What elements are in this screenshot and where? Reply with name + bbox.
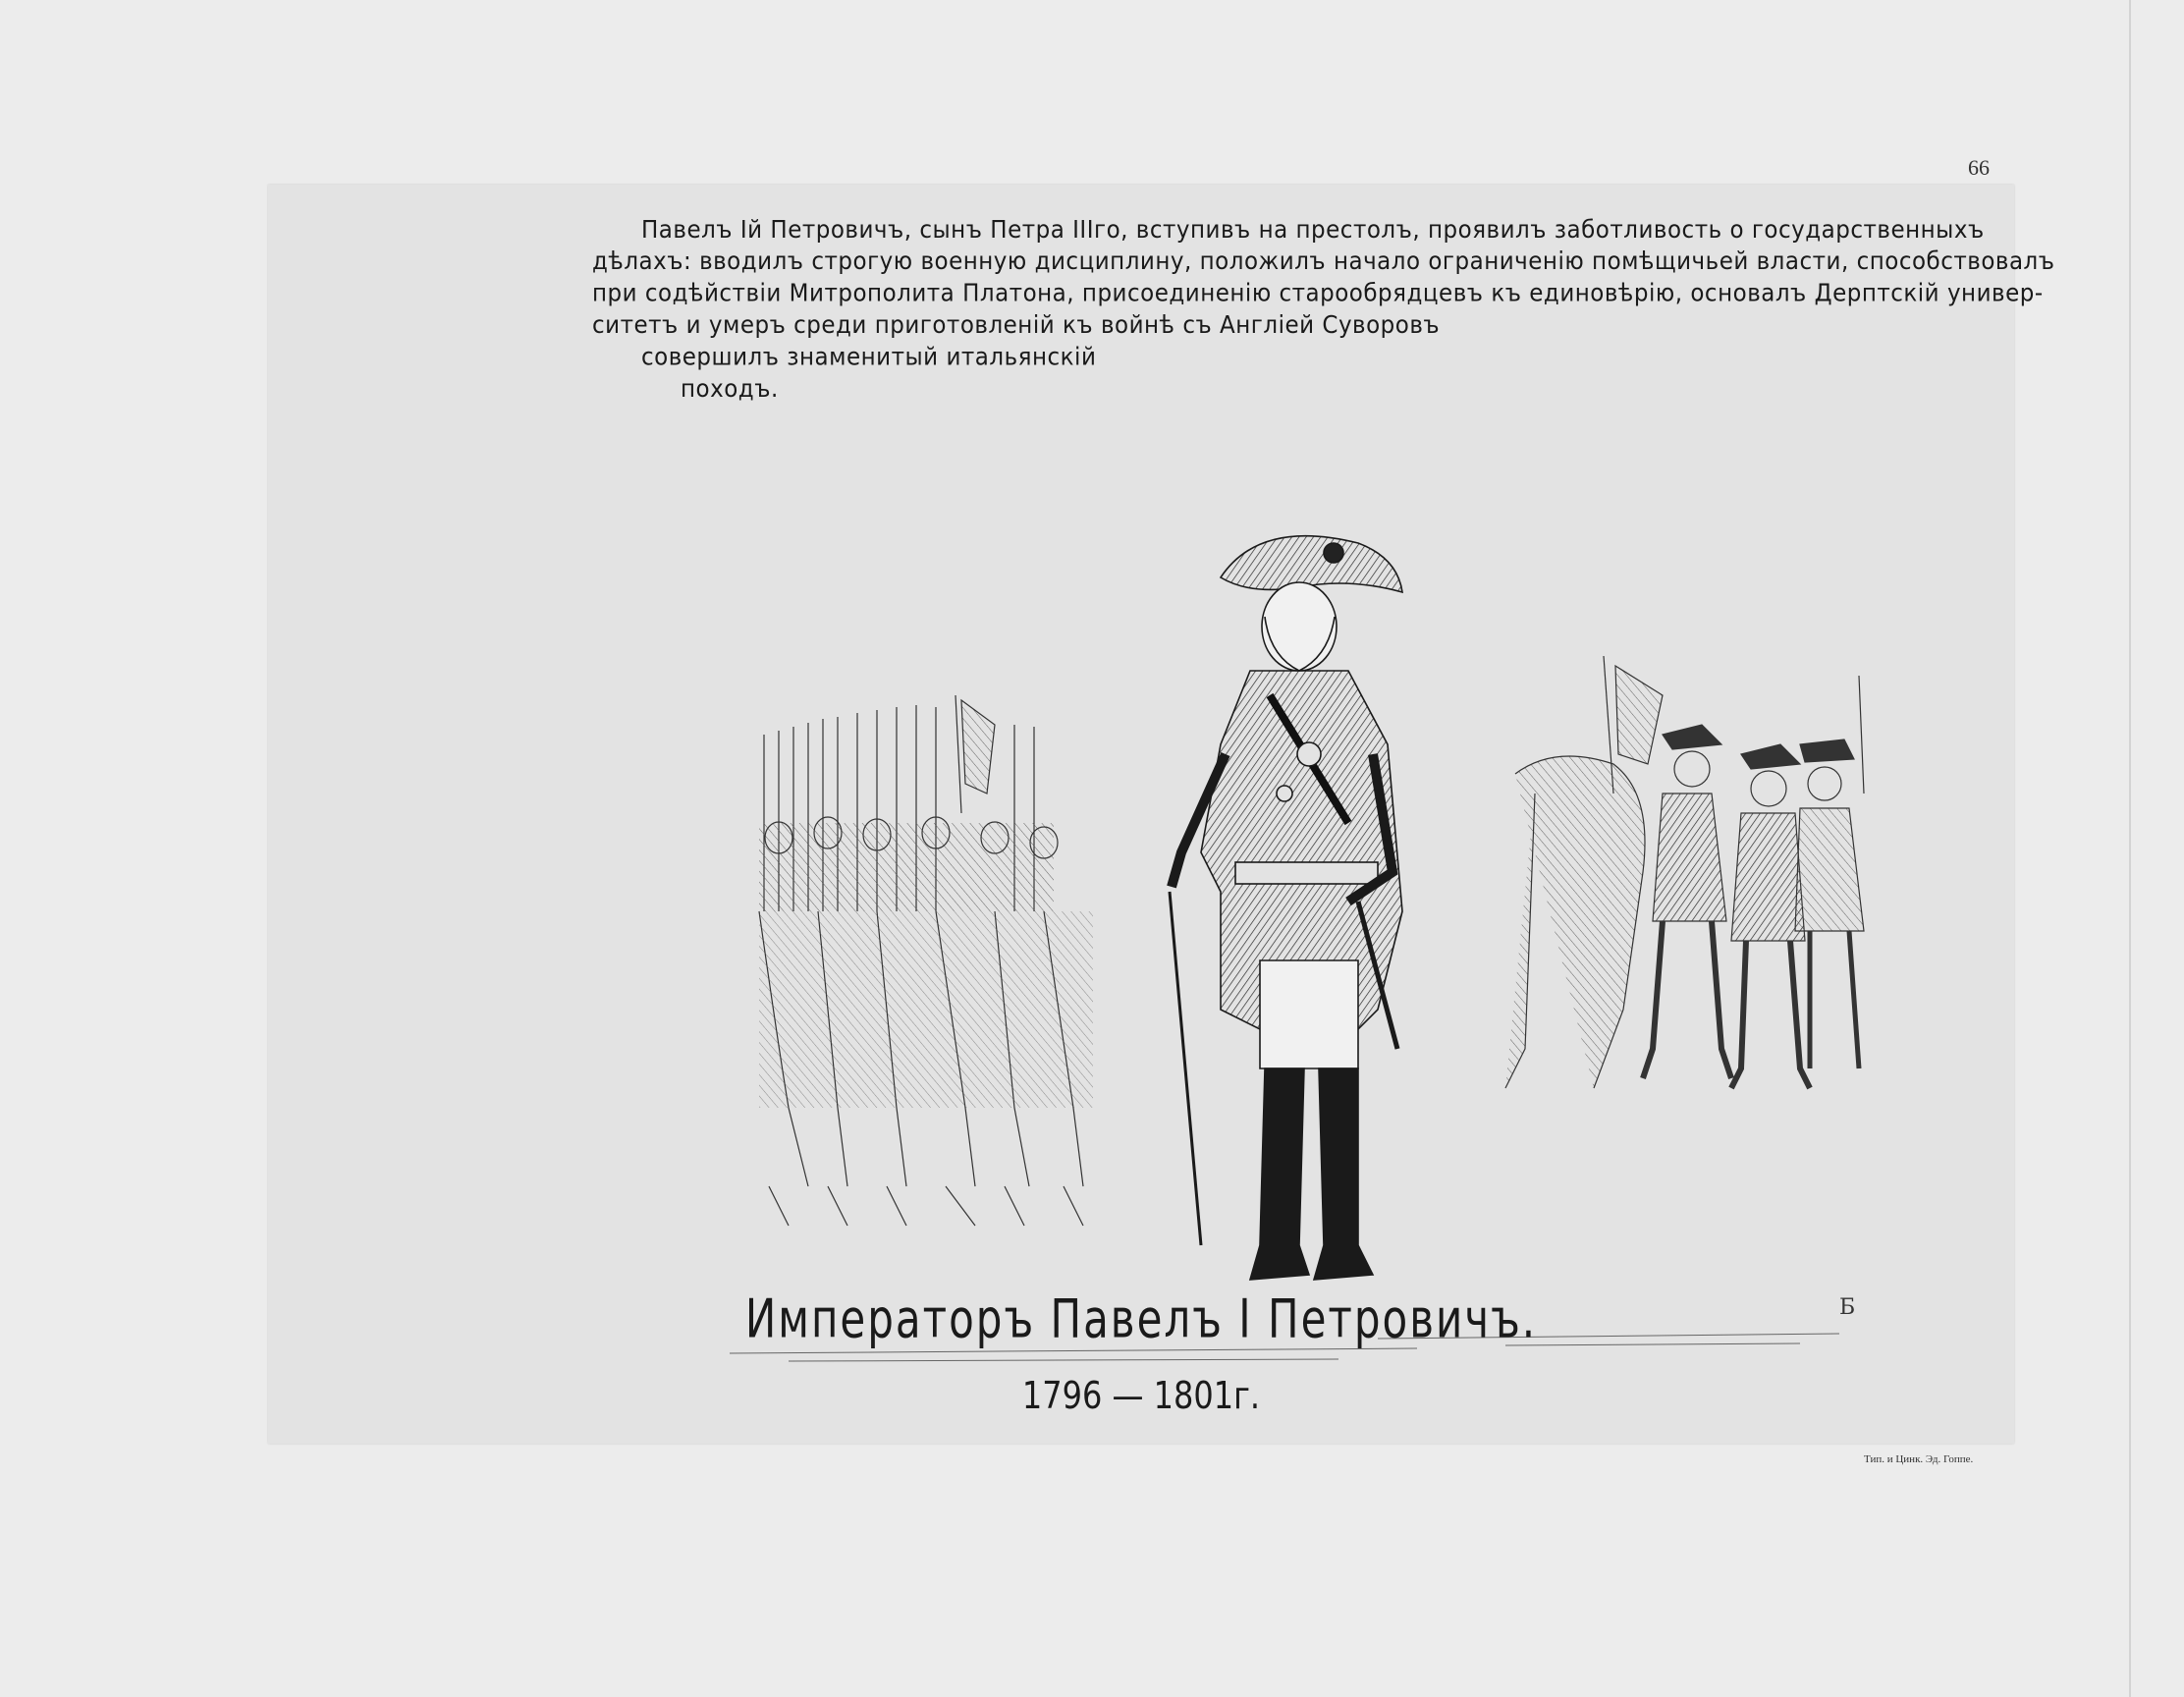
illustration-plate bbox=[268, 185, 2055, 1444]
emperor-engraving bbox=[671, 499, 1928, 1383]
caption-line: совершилъ знаменитый итальянскій bbox=[641, 343, 1097, 371]
caption-line: Павелъ Iй Петровичъ, сынъ Петра IIIго, вступивъ на престолъ, проявилъ заботливость о государственныхъ bbox=[641, 216, 1985, 245]
soldiers-column-left bbox=[759, 695, 1093, 1226]
caption-line: ситетъ и умеръ среди приготовленій къ войнѣ съ Англіей Суворовъ bbox=[592, 311, 1441, 340]
artist-monogram: Б bbox=[1839, 1295, 1856, 1320]
plate-title: Императоръ Павелъ I Петровичъ. bbox=[744, 1286, 1538, 1350]
caption-text bbox=[592, 214, 2055, 405]
page-number: 66 bbox=[1968, 155, 1990, 180]
printer-credit: Тип. и Цинк. Эд. Гоппе. bbox=[1864, 1453, 1974, 1465]
officers-group-right bbox=[1505, 656, 1864, 1088]
reign-dates: 1796 — 1801г. bbox=[1021, 1373, 1261, 1418]
page-edge bbox=[2129, 0, 2131, 1697]
emperor-figure bbox=[1170, 536, 1402, 1280]
caption-line: при содѣйствіи Митрополита Платона, присоединенію старообрядцевъ къ единовѣрію, основалъ Дерптскій универ- bbox=[592, 279, 2044, 308]
caption-line: походъ. bbox=[681, 375, 779, 404]
caption-line: дѣлахъ: вводилъ строгую военную дисциплину, положилъ начало ограниченію помѣщичьей власти, способствовалъ bbox=[592, 247, 2055, 276]
